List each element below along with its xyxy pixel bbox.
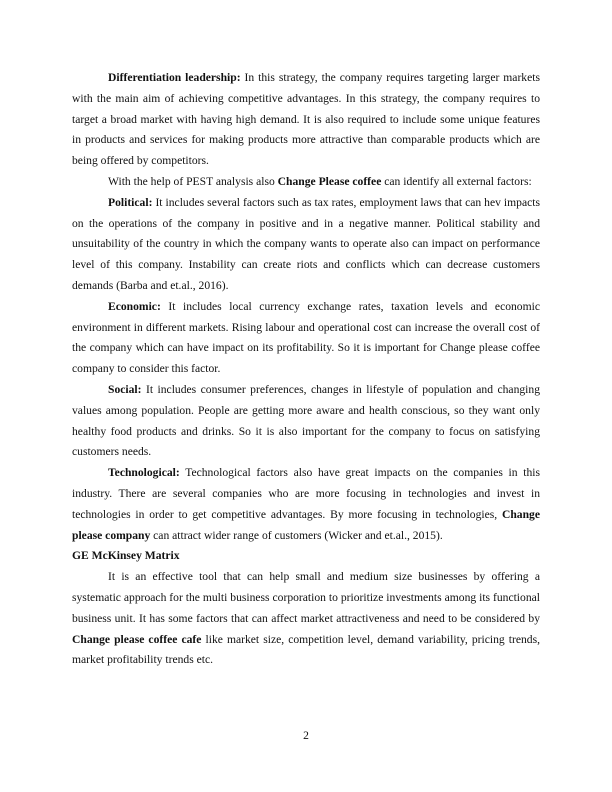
political-label: Political:	[108, 195, 153, 209]
technological-after: can attract wider range of customers (Wicker and et.al., 2015).	[150, 528, 443, 542]
page-body	[72, 68, 540, 671]
economic-text: It includes local currency exchange rates, taxation levels and economic environment in different markets. Rising labour and operational cost can increase the overall cost of the company which can have impact on its profitability. So it is important for Change please coffee company to consider this factor.	[72, 299, 540, 376]
paragraph-social	[72, 380, 540, 463]
differentiation-text: In this strategy, the company requires targeting larger markets with the main aim of achieving competitive advantages. In this strategy, the company requires to target a broad market with having high demand. It is also required to include some unique features in products and services for making products more attractive than comparable products which are being offered by competitors.	[72, 71, 540, 168]
ge-bold: Change please coffee cafe	[72, 632, 202, 646]
paragraph-economic	[72, 297, 540, 380]
paragraph-differentiation	[72, 68, 540, 172]
ge-after: like market size, competition level, demand variability, pricing trends, market profitability trends etc.	[72, 632, 540, 667]
differentiation-label: Differentiation leadership:	[108, 71, 241, 84]
section-heading-ge-mckinsey: GE McKinsey Matrix	[72, 549, 180, 563]
social-text: It includes consumer preferences, changes in lifestyle of population and changing values among population. People are getting more aware and health conscious, so they want only healthy food products and drinks. So it is also important for the company to focus on satisfying customers needs.	[72, 382, 540, 459]
social-label: Social:	[108, 382, 142, 396]
technological-text: Technological factors also have great impacts on the companies in this industry. There are several companies who are more focusing in technologies and invest in technologies in order to get competitive advantages. By more focusing in technologies,	[72, 466, 540, 521]
paragraph-pest-intro	[72, 172, 540, 193]
paragraph-political	[72, 193, 540, 297]
paragraph-ge-mckinsey	[72, 567, 540, 671]
economic-label: Economic:	[108, 299, 161, 313]
political-text: It includes several factors such as tax rates, employment laws that can hev impacts on the operations of the company in positive and in a negative manner. Political stability and unsuitability of the country in which the company wants to operate also can impact on performance level of this company. Instability can create riots and conflicts which can decrease customers demands (Barba and et.al., 2016).	[72, 195, 540, 292]
paragraph-technological	[72, 463, 540, 546]
page-number: 2	[303, 729, 309, 742]
ge-before: It is an effective tool that can help small and medium size businesses by offering a systematic approach for the multi business corporation to prioritize investments among its functional business unit. It has some factors that can affect market attractiveness and need to be considered by	[72, 570, 540, 625]
pest-intro-after: can identify all external factors:	[381, 174, 532, 188]
technological-label: Technological:	[108, 466, 180, 480]
pest-intro-before: With the help of PEST analysis also	[108, 174, 278, 188]
pest-intro-bold: Change Please coffee	[277, 174, 382, 188]
technological-bold: Change please company	[72, 507, 540, 542]
